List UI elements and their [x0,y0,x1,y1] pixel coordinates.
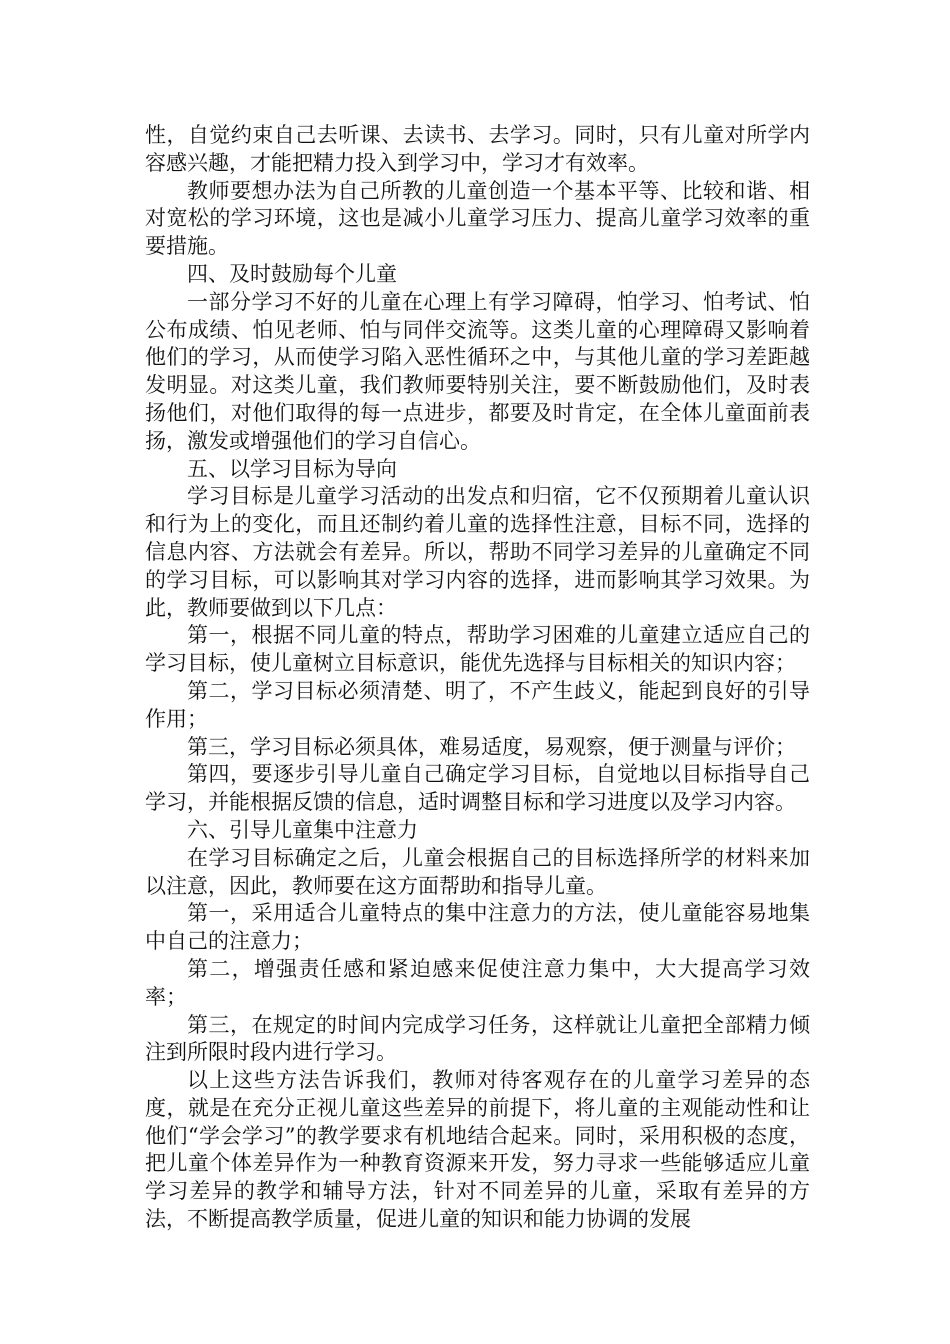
paragraph-encourage: 一部分学习不好的儿童在心理上有学习障碍，怕学习、怕考试、怕公布成绩、怕见老师、怕与同伴交流等。这类儿童的心理障碍又影响着他们的学习，从而使学习陷入恶性循环之中，与其他儿童的学习差距越发明显。对这类儿童，我们教师要特别关注，要不断鼓励他们，及时表扬他们，对他们取得的每一点进步，都要及时肯定，在全体儿童面前表扬，激发或增强他们的学习自信心。 [145,289,810,453]
section-heading-learning-goals: 五、以学习目标为导向 [187,456,397,481]
list-item-attention-third: 第三，在规定的时间内完成学习任务，这样就让儿童把全部精力倾注到所限时段内进行学习。 [145,1012,810,1065]
list-item-goals-fourth: 第四，要逐步引导儿童自己确定学习目标，自觉地以目标指导自己学习，并能根据反馈的信息，适时调整目标和学习进度以及学习内容。 [145,762,810,815]
paragraph-attention: 在学习目标确定之后，儿童会根据自己的目标选择所学的材料来加以注意，因此，教师要在这方面帮助和指导儿童。 [145,845,810,898]
list-item-attention-first: 第一，采用适合儿童特点的集中注意力的方法，使儿童能容易地集中自己的注意力； [145,901,810,954]
list-item-goals-first: 第一，根据不同儿童的特点，帮助学习困难的儿童建立适应自己的学习目标，使儿童树立目标意识，能优先选择与目标相关的知识内容； [145,623,810,676]
paragraph-learning-goals: 学习目标是儿童学习活动的出发点和归宿，它不仅预期着儿童认识和行为上的变化，而且还制约着儿童的选择性注意，目标不同，选择的信息内容、方法就会有差异。所以，帮助不同学习差异的儿童确定不同的学习目标，可以影响其对学习内容的选择，进而影响其学习效果。为此，教师要做到以下几点： [145,484,810,620]
paragraph-learning-environment: 教师要想办法为自己所教的儿童创造一个基本平等、比较和谐、相对宽松的学习环境，这也是减小儿童学习压力、提高儿童学习效率的重要措施。 [145,178,810,259]
paragraph-continuation: 性，自觉约束自己去听课、去读书、去学习。同时，只有儿童对所学内容感兴趣，才能把精力投入到学习中，学习才有效率。 [145,123,810,175]
list-item-goals-second: 第二，学习目标必须清楚、明了，不产生歧义，能起到良好的引导作用； [145,678,810,731]
document-body [145,122,810,1234]
list-item-goals-third: 第三，学习目标必须具体，难易适度，易观察，便于测量与评价； [187,734,796,759]
paragraph-conclusion: 以上这些方法告诉我们，教师对待客观存在的儿童学习差异的态度，就是在充分正视儿童这些差异的前提下，将儿童的主观能动性和让他们“学会学习”的教学要求有机地结合起来。同时，采用积极的态度，把儿童个体差异作为一种教育资源来开发，努力寻求一些能够适应儿童学习差异的教学和辅导方法，针对不同差异的儿童，采取有差异的方法，不断提高教学质量，促进儿童的知识和能力协调的发展 [145,1068,810,1232]
list-item-attention-second: 第二，增强责任感和紧迫感来促使注意力集中，大大提高学习效率； [145,956,810,1009]
section-heading-attention: 六、引导儿童集中注意力 [187,817,418,842]
section-heading-encourage: 四、及时鼓励每个儿童 [187,261,397,286]
